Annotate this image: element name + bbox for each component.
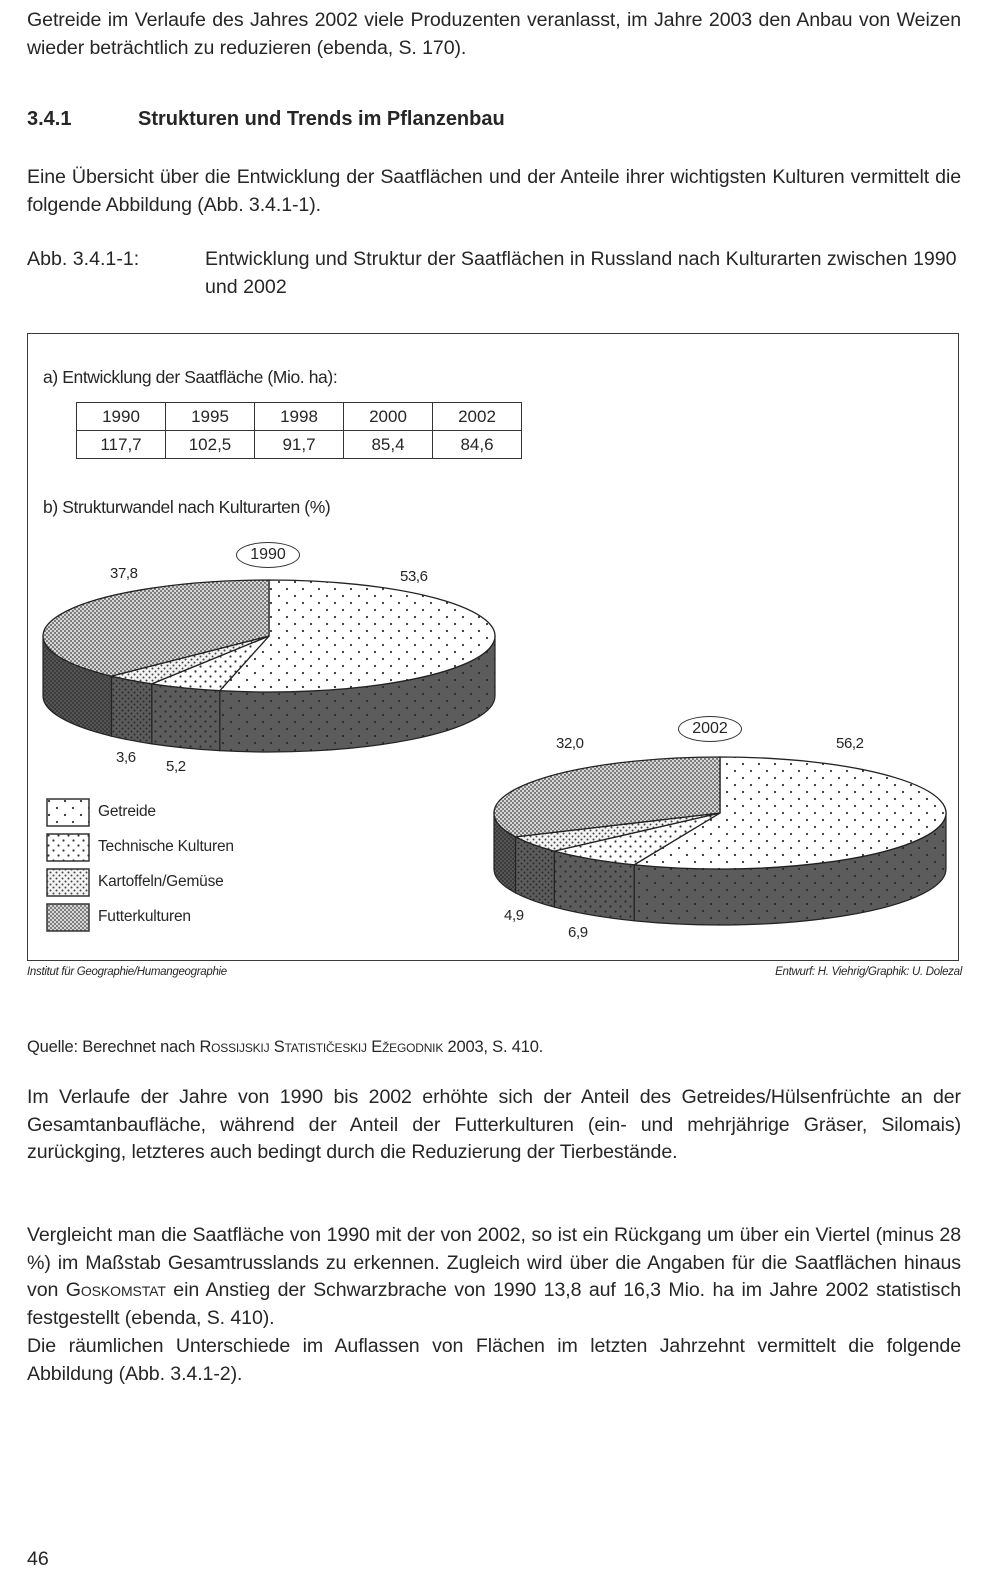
- pie-1990-label-getreide: 53,6: [400, 568, 428, 585]
- pie-1990-label-futter: 37,8: [110, 565, 138, 582]
- pie-chart-2002: [494, 757, 946, 925]
- pie-charts: [28, 334, 958, 960]
- year-cell: 2000: [344, 403, 433, 431]
- value-cell: 84,6: [433, 431, 522, 459]
- source-suffix: 2003, S. 410.: [443, 1038, 544, 1056]
- section-number: 3.4.1: [27, 108, 72, 130]
- overview-paragraph: Eine Übersicht über die Entwicklung der Saatflächen und der Anteile ihrer wichtigsten Kulturen vermittelt die folgende Abbildung (Abb. 3.4.1-1).: [27, 166, 961, 216]
- part-a-title: a) Entwicklung der Saatfläche (Mio. ha):: [43, 367, 338, 387]
- figure-label: Abb. 3.4.1-1:: [27, 248, 140, 270]
- source-prefix: Quelle: Berechnet nach: [27, 1038, 200, 1056]
- value-cell: 117,7: [77, 431, 166, 459]
- page-number: 46: [27, 1548, 49, 1570]
- figure-source: [27, 1038, 543, 1057]
- pie-2002-label-futter: 32,0: [556, 735, 584, 752]
- section-title: Strukturen und Trends im Pflanzenbau: [138, 108, 505, 130]
- paragraph-2-part2: ein Anstieg der Schwarzbrache von 1990 13,8 auf 16,3 Mio. ha im Jahre 2002 statistisch festgestellt (ebenda, S. 410).: [27, 1279, 961, 1329]
- intro-paragraph: Getreide im Verlaufe des Jahres 2002 viele Produzenten veranlasst, im Jahre 2003 den Anbau von Weizen wieder beträchtlich zu reduzieren (ebenda, S. 170).: [27, 9, 961, 59]
- legend-label: Getreide: [98, 803, 156, 820]
- figure-caption-text: Entwicklung und Struktur der Saatflächen in Russland nach Kulturarten zwischen 1990 und 2002: [205, 248, 957, 298]
- very-dense-dots-swatch-icon: [46, 903, 90, 932]
- value-cell: 91,7: [255, 431, 344, 459]
- credit-institute: Institut für Geographie/Humangeographie: [27, 966, 227, 978]
- year-cell: 2002: [433, 403, 522, 431]
- pie-2002-label-kartoffeln: 4,9: [504, 907, 524, 924]
- pie-2002-label-getreide: 56,2: [836, 735, 864, 752]
- credit-authors: Entwurf: H. Viehrig/Graphik: U. Dolezal: [775, 966, 962, 978]
- pie-year-badge-2002: 2002: [678, 716, 742, 742]
- pie-2002-label-technische: 6,9: [568, 924, 588, 941]
- paragraph-3: Die räumlichen Unterschiede im Auflassen von Flächen im letzten Jahrzehnt vermittelt die folgende Abbildung (Abb. 3.4.1-2).: [27, 1335, 961, 1385]
- dense-dots-swatch-icon: [46, 868, 90, 897]
- paragraph-2-org: Goskomstat: [65, 1279, 166, 1301]
- year-cell: 1998: [255, 403, 344, 431]
- value-cell: 85,4: [344, 431, 433, 459]
- source-work: Rossijskij Statističeskij Ežegodnik: [199, 1038, 444, 1056]
- paragraph-2: [27, 1222, 961, 1332]
- sparse-dots-swatch-icon: [46, 798, 90, 827]
- section-heading: [27, 108, 505, 131]
- legend-label: Futterkulturen: [98, 908, 191, 925]
- pie-1990-label-kartoffeln: 3,6: [116, 749, 136, 766]
- figure-box: [27, 333, 959, 961]
- legend-label: Technische Kulturen: [98, 838, 234, 855]
- part-b-title: b) Strukturwandel nach Kulturarten (%): [43, 497, 331, 517]
- legend-label: Kartoffeln/Gemüse: [98, 873, 224, 890]
- paragraph-1: Im Verlaufe der Jahre von 1990 bis 2002 erhöhte sich der Anteil des Getreides/Hülsenfrüchte an der Gesamtanbaufläche, während der Anteil der Futterkulturen (ein- und mehrjährige Gräser, Silomais) zurückging, letzteres auch bedingt durch die Reduzierung der Tierbestände.: [27, 1086, 961, 1163]
- year-cell: 1990: [77, 403, 166, 431]
- paragraph-2-part1: Vergleicht man die Saatfläche von 1990 mit der von 2002, so ist ein Rückgang um über ein Viertel (minus 28 %) im Maßstab Gesamtrusslands zu erkennen. Zugleich wird über die Angaben für die Saatflächen hinaus von: [27, 1224, 961, 1301]
- pie-year-badge-1990: 1990: [236, 542, 300, 568]
- value-cell: 102,5: [166, 431, 255, 459]
- medium-dots-swatch-icon: [46, 833, 90, 862]
- pie-chart-1990: [43, 580, 495, 752]
- pie-1990-label-technische: 5,2: [166, 758, 186, 775]
- year-cell: 1995: [166, 403, 255, 431]
